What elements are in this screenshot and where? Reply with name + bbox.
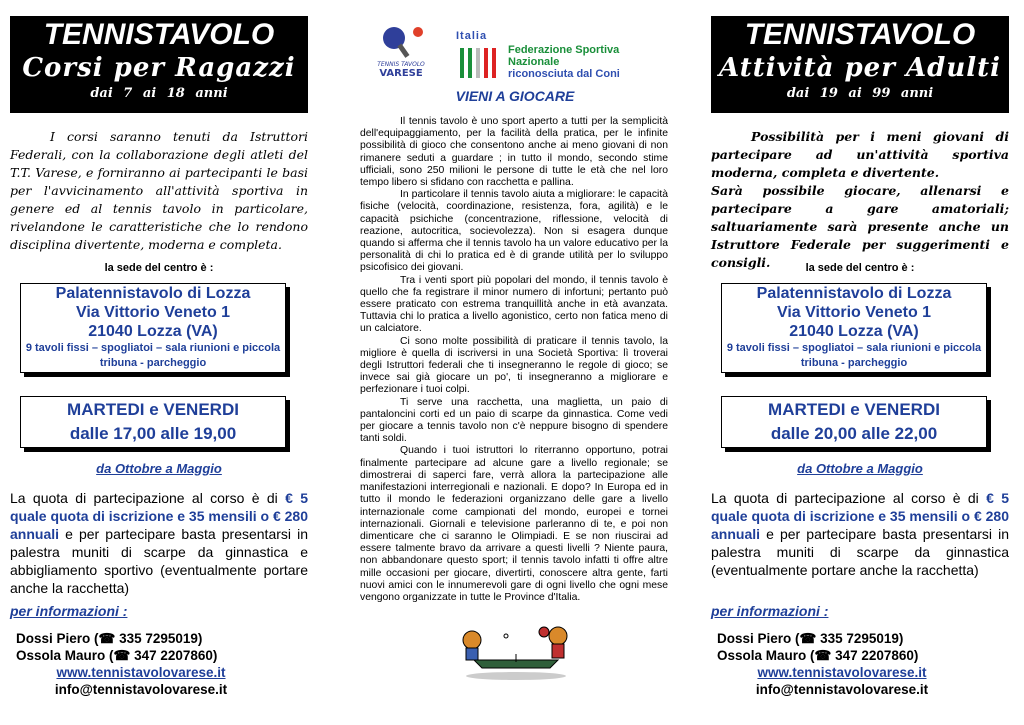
fee-text: La quota di partecipazione al corso è di € 5 quale quota di iscrizione e 35 mensili o € 280 annuali e per partecipare basta presentarsi in palestra muniti di scarpe da ginnastica e abbigliamento sportivo (eventualmente portare anche la racchetta) (10, 490, 309, 596)
schedule-days: MARTEDI e VENERDI (768, 400, 940, 419)
venue-facilities: 9 tavoli fissi – spogliatoi – sala riunioni e piccola tribuna - parcheggio (25, 342, 281, 369)
season-period: da Ottobre a Maggio (96, 461, 222, 476)
venue-city: 21040 Lozza (VA) (789, 323, 919, 340)
paragraph: Il tennis tavolo è uno sport aperto a tutti per la semplicità dell'equipaggiamento, per la facilità della pratica, per le infinite possibilità di gioco che consentono anche ai meno giovani di non rimanere seduti a guardare ; in tutto il mondo, secondo stime ufficiali, sono 250 milioni le persone di tutte le età che nel loro tempo libero si sfidano con racchetta e pallina. (360, 116, 668, 189)
website-link[interactable]: www.tennistavolovarese.it (757, 665, 927, 680)
banner-title: TENNISTAVOLO (744, 18, 976, 51)
paragraph: Ci sono molte possibilità di praticare il tennis tavolo, la migliore è quella di iscriversi in una Società Sportiva: lì troverai degli Istruttori federali che ti insegneranno le regole di gioco; se invece sai già giocare un po', ti insegneranno a migliorare e perfezionare i tuoi colpi. (360, 335, 668, 396)
venue-box (20, 283, 286, 373)
paragraph: Quando i tuoi istruttori lo riterranno opportuno, potrai finalmente partecipare ad alcune gare a livello regionale; se dimostrerai di saperci fare, verrà allora la partecipazione alle manifestazioni interregionali e nazionali. E dopo? In Europa ed in tutto il mondo le federazioni organizzano delle gare a livello internazionale come campionati del mondo, europei e tornei internazionali. Giornali e televisione parleranno di te, e poi non dimenticare che ci saranno le Olimpiadi. E se non riuscirai ad essere talmente bravo da arrivare a questi livelli ? Niente paura, non abbandonare questo sport; il tennis tavolo infatti ti offre altre mille occasioni per giocare, divertirti, conoscere altra gente, farti nuovi amici con le innumerevoli gare di ogni livello che ogni mese vengono organizzate in tutte le Province d'Italia. (360, 445, 668, 603)
venue-facilities: 9 tavoli fissi – spogliatoi – sala riunioni e piccola tribuna - parcheggio (726, 342, 982, 369)
season-period: da Ottobre a Maggio (797, 461, 923, 476)
venue-name: Palatennistavolo di Lozza (756, 285, 952, 302)
federation-name: Federazione Sportiva Nazionale (508, 44, 620, 68)
email-address[interactable]: info@tennistavolovarese.it (755, 682, 929, 697)
left-intro: I corsi saranno tenuti da Istruttori Federali, con la collaborazione degli atleti del T.T. Varese, e forniranno ai partecipanti le basi per l'avvicinamento all'attività sportiva in genere ed al tennis tavolo in particolare, rivelandone le caratteristiche che lo rendono disciplina divertente, moderna e completa. (10, 129, 308, 252)
website-link[interactable]: www.tennistavolovarese.it (56, 665, 226, 680)
left-banner (10, 16, 308, 113)
left-panel (10, 0, 308, 725)
schedule-box (721, 396, 987, 448)
sede-label: la sede del centro è : (805, 262, 915, 274)
contact-person: Ossola Mauro (☎ 347 2207860) (717, 648, 919, 663)
italia-label: Italia (456, 30, 488, 42)
right-intro: Possibilità per i meni giovani di partecipare ad un'attività sportiva moderna, completa e divertente. Sarà possibile giocare, allenarsi e partecipare a gare amatoriali; saltuariamente sarà presente anche un Istruttore Federale per suggerimenti e consigli. (711, 129, 1009, 270)
contact-person: Ossola Mauro (☎ 347 2207860) (16, 648, 218, 663)
info-label: per informazioni : (10, 603, 128, 619)
right-banner (711, 16, 1009, 113)
schedule-hours: dalle 17,00 alle 19,00 (69, 424, 237, 443)
schedule-days: MARTEDI e VENERDI (67, 400, 239, 419)
paragraph: Ti serve una racchetta, una maglietta, un paio di pantaloncini corti ed un paio di scarpe da ginnastica. Come vedi per giocare a tennis tavolo non c'è neppure bisogno di spendere tanti soldi. (360, 396, 668, 445)
contacts (717, 630, 1009, 698)
contact-person: Dossi Piero (☎ 335 7295019) (717, 631, 904, 646)
paragraph: Tra i venti sport più popolari del mondo, il tennis tavolo è quello che fa registrare il minor numero di infortuni; pertanto può essere praticato con estrema tranquillità anche in età avanzata. Tuttavia chi lo pratica a livello agonistico, certo non fatica meno di un calciatore. (360, 274, 668, 335)
venue-street: Via Vittorio Veneto 1 (776, 304, 932, 321)
right-panel (711, 0, 1009, 725)
table-tennis-mascot-illustration (446, 622, 586, 682)
middle-body (360, 116, 668, 604)
federation-logo (456, 30, 666, 84)
schedule-hours: dalle 20,00 alle 22,00 (770, 424, 938, 443)
middle-heading: VIENI A GIOCARE (455, 88, 575, 104)
banner-age-range: dai 7 ai 18 anni (90, 86, 228, 101)
schedule-box (20, 396, 286, 448)
svg-text:VARESE: VARESE (379, 68, 423, 78)
fee-text: La quota di partecipazione al corso è di € 5 quale quota di iscrizione e 35 mensili o € 280 annuali e per partecipare basta presentarsi in palestra muniti di scarpe da ginnastica (eventualmente portare anche la racchetta) (711, 490, 1010, 578)
coni-rings-icon (458, 44, 502, 84)
banner-title: TENNISTAVOLO (43, 18, 275, 51)
venue-city: 21040 Lozza (VA) (88, 323, 218, 340)
email-address[interactable]: info@tennistavolovarese.it (54, 682, 228, 697)
contacts (16, 630, 308, 698)
middle-panel (360, 0, 668, 725)
fee-amount: € 5 quale quota di iscrizione e 35 mensili o € 280 annuali (711, 490, 1010, 542)
venue-street: Via Vittorio Veneto 1 (75, 304, 231, 321)
info-label: per informazioni : (711, 603, 829, 619)
banner-age-range: dai 19 ai 99 anni (786, 86, 934, 101)
banner-subtitle: Attività per Adulti (719, 53, 1001, 83)
venue-name: Palatennistavolo di Lozza (55, 285, 251, 302)
federation-recognition: riconosciuta dal Coni (508, 68, 620, 80)
tt-varese-logo (372, 22, 430, 78)
contact-person: Dossi Piero (☎ 335 7295019) (16, 631, 203, 646)
banner-subtitle: Corsi per Ragazzi (22, 53, 296, 83)
sede-label: la sede del centro è : (104, 262, 214, 274)
fee-amount: € 5 quale quota di iscrizione e 35 mensili o € 280 annuali (10, 490, 309, 542)
venue-box (721, 283, 987, 373)
svg-text:TENNIS TAVOLO: TENNIS TAVOLO (377, 61, 425, 68)
paragraph: In particolare il tennis tavolo aiuta a migliorare: le capacità fisiche (velocità, coordinazione, resistenza, fora, agilità) e le capacità psichiche (concentrazione, riflessione, velocità di reazione, autocritica, socievolezza). Non si esagera dunque quando si afferma che il tennis tavolo ha un valore educativo per la personalità di chi lo pratica ed è di grande utilità per lo sviluppo psicofisico dei giovani. (360, 189, 668, 274)
